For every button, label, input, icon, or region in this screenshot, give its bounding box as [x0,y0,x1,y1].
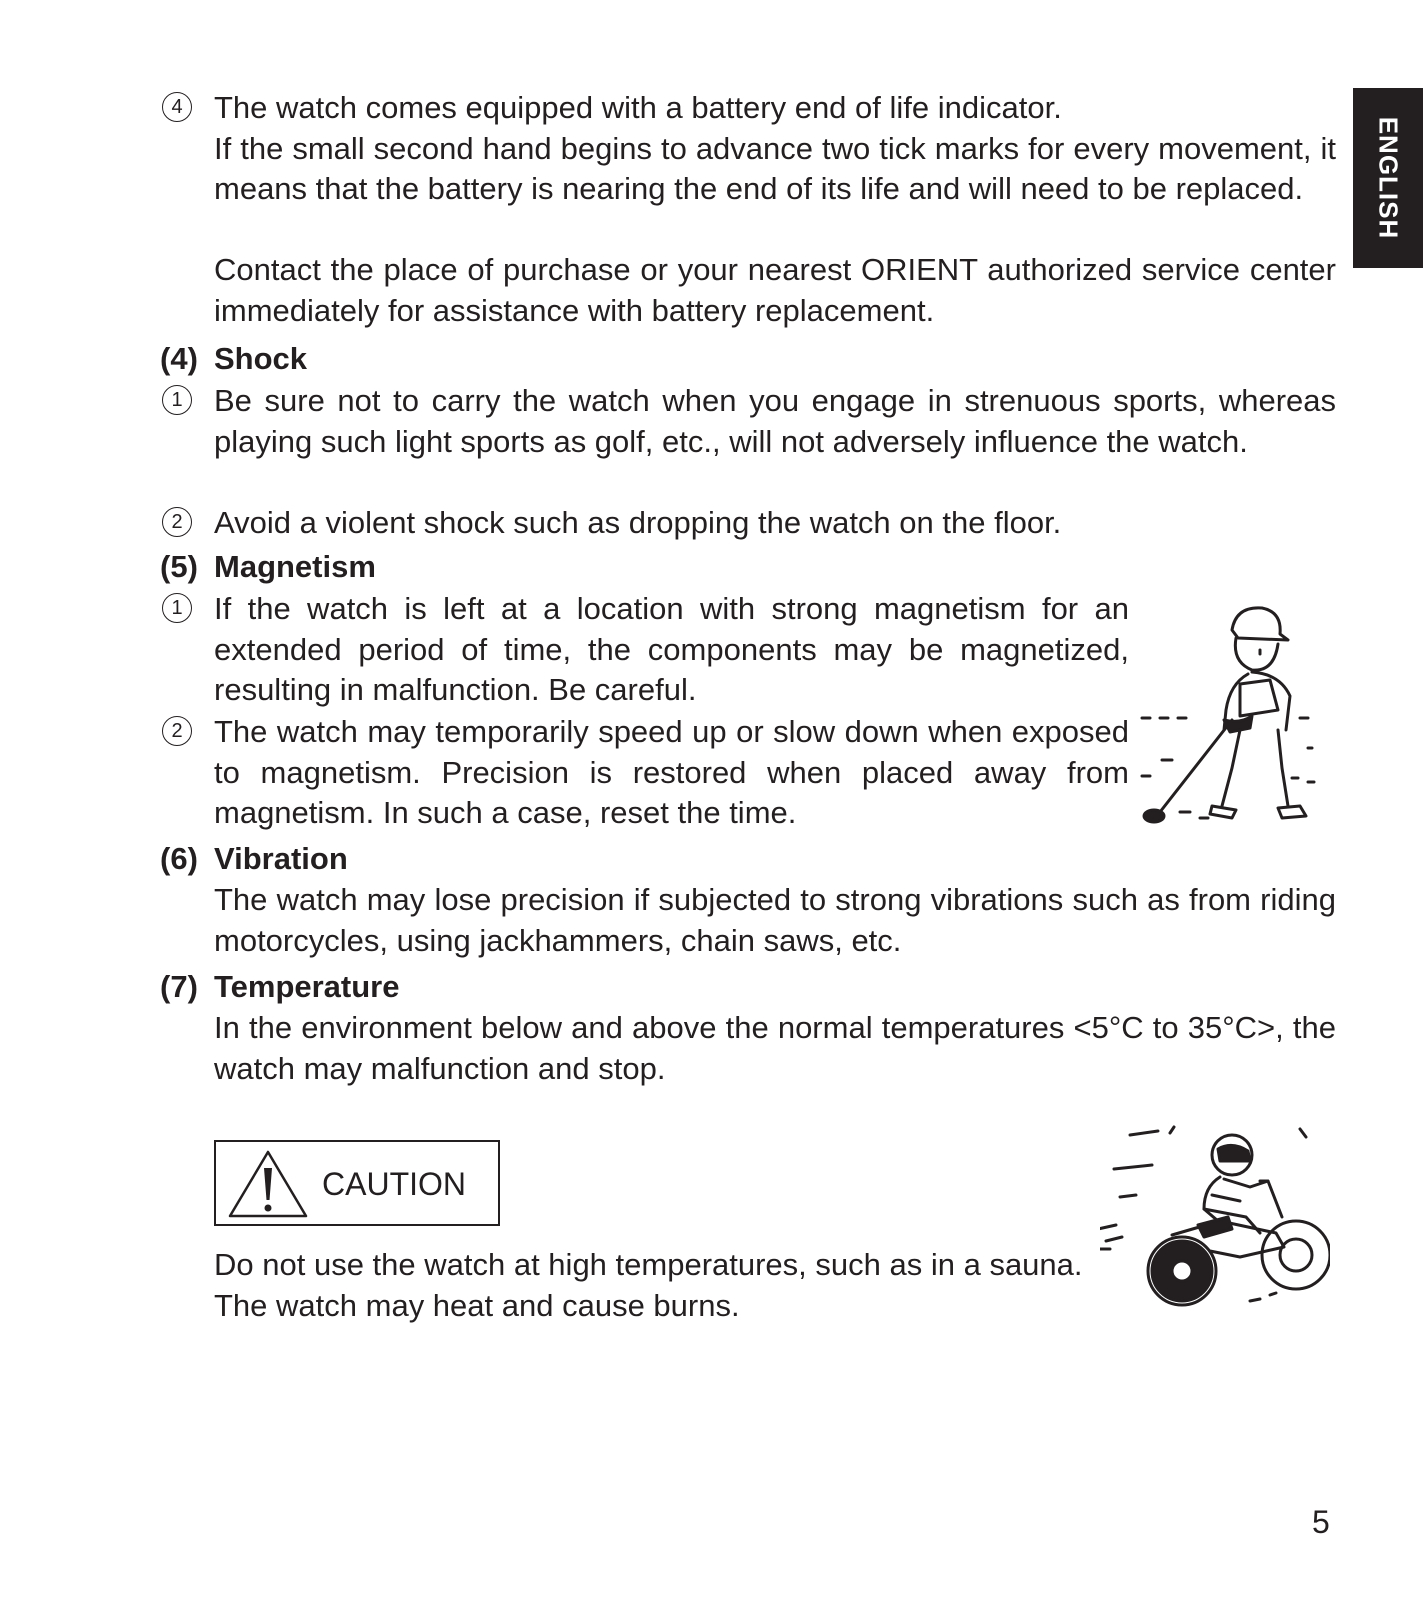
warning-triangle-icon [226,1148,310,1220]
shock-item-1: Be sure not to carry the watch when you engage in strenuous sports, whereas playing such light sports as golf, etc., will not adversely influence the watch. [214,383,1336,459]
section-number: (6) [160,841,198,876]
item-marker: 2 [162,507,192,537]
section-number: (7) [160,969,198,1004]
section-heading-magnetism [160,547,376,587]
vibration-text: The watch may lose precision if subjected to strong vibrations such as from riding motorcycles, using jackhammers, chain saws, etc. [214,882,1336,958]
section-number: (4) [160,341,198,376]
section-heading-shock [160,339,307,379]
section-title: Vibration [214,841,348,876]
section-title: Temperature [214,969,400,1004]
section-title: Shock [214,341,308,376]
temperature-text: In the environment below and above the normal temperatures <5°C to 35°C>, the watch may malfunction and stop. [214,1010,1336,1086]
language-tab [1353,88,1423,268]
shock-item-2: Avoid a violent shock such as dropping the watch on the floor. [214,505,1062,540]
battery-paragraph-1: The watch comes equipped with a battery end of life indicator. [214,90,1062,125]
section-title: Magnetism [214,549,376,584]
item-marker: 1 [162,593,192,623]
golfer-illustration [1140,600,1330,840]
item-marker: 4 [162,92,192,122]
item-marker: 2 [162,716,192,746]
caution-label: CAUTION [322,1166,466,1202]
magnetism-item-1: If the watch is left at a location with strong magnetism for an extended period of time, the components may be magnetized, resulting in malfunction. Be careful. [214,591,1129,707]
section-number: (5) [160,549,198,584]
language-tab-label: ENGLISH [1373,116,1404,240]
battery-paragraph-2: If the small second hand begins to advance two tick marks for every movement, it means that the battery is nearing the end of its life and will need to be replaced. [214,130,1336,206]
motorcycle-rider-illustration [1100,1125,1330,1315]
section-heading-temperature [160,967,400,1007]
caution-text: Do not use the watch at high temperatures, such as in a sauna. The watch may heat and cause burns. [214,1247,1083,1323]
section-heading-vibration [160,839,348,879]
item-marker: 1 [162,385,192,415]
page-number: 5 [1312,1504,1330,1540]
caution-box [214,1140,500,1226]
battery-paragraph-3: Contact the place of purchase or your nearest ORIENT authorized service center immediately for assistance with battery replacement. [214,252,1336,328]
magnetism-item-2: The watch may temporarily speed up or slow down when exposed to magnetism. Precision is restored when placed away from magnetism. In such a case, reset the time. [214,714,1129,830]
